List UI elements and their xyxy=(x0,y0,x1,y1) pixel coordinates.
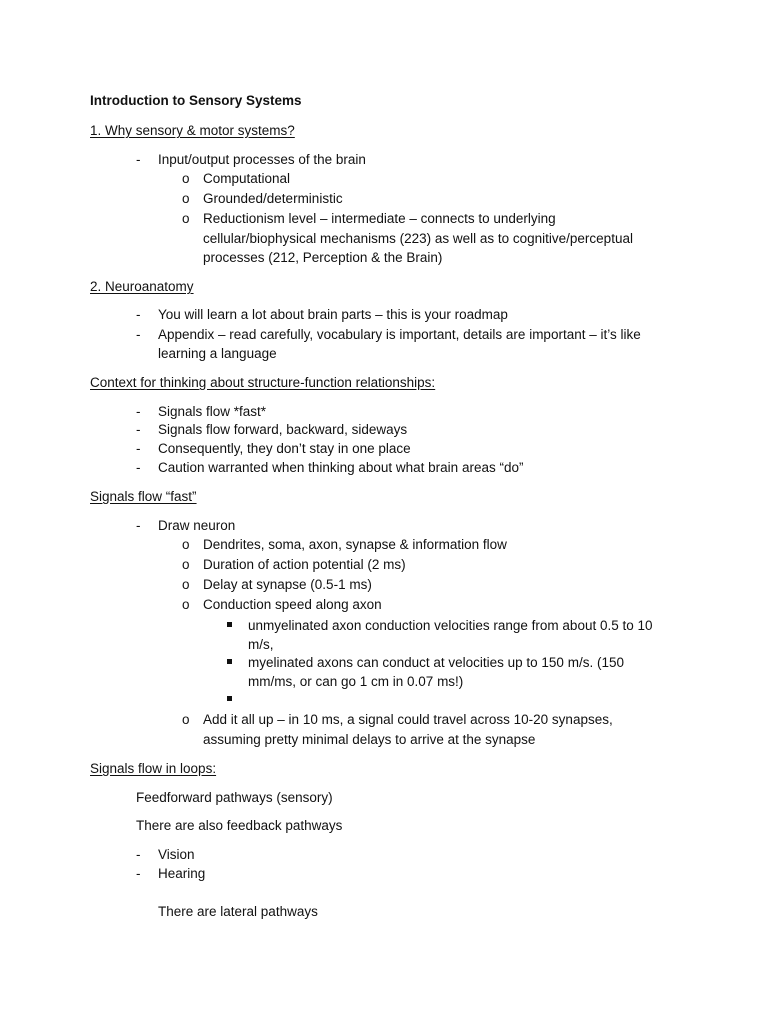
square-bullet-unmyelinated-line-2: m/s, xyxy=(248,637,274,652)
bullet-vision: Vision xyxy=(158,847,195,862)
paragraph-lateral: There are lateral pathways xyxy=(158,904,318,919)
sub-bullet-dendrites: Dendrites, soma, axon, synapse & information flow xyxy=(203,537,507,552)
dash-marker: - xyxy=(136,307,141,322)
bullet-caution: Caution warranted when thinking about what brain areas “do” xyxy=(158,460,524,475)
circle-marker: o xyxy=(182,171,190,186)
bullet-appendix-line-2: learning a language xyxy=(158,346,277,361)
dash-marker: - xyxy=(136,847,141,862)
bullet-hearing: Hearing xyxy=(158,866,206,881)
bullet-appendix-line-1: Appendix – read carefully, vocabulary is important, details are important – it’s like xyxy=(158,327,641,342)
sub-bullet-reductionism-line-1: Reductionism level – intermediate – connects to underlying xyxy=(203,211,556,226)
square-bullet-myelinated-line-1: myelinated axons can conduct at velocities up to 150 m/s. (150 xyxy=(248,655,624,670)
bullet-brain-parts: You will learn a lot about brain parts – this is your roadmap xyxy=(158,307,508,322)
circle-marker: o xyxy=(182,191,190,206)
document-title: Introduction to Sensory Systems xyxy=(90,93,302,108)
sub-bullet-add-it-up-line-2: assuming pretty minimal delays to arrive at the synapse xyxy=(203,732,536,747)
dash-marker: - xyxy=(136,441,141,456)
square-bullet-unmyelinated-line-1: unmyelinated axon conduction velocities range from about 0.5 to 10 xyxy=(248,618,653,633)
bullet-consequently: Consequently, they don’t stay in one place xyxy=(158,441,411,456)
section-heading-neuroanatomy: 2. Neuroanatomy xyxy=(90,279,194,294)
dash-marker: - xyxy=(136,518,141,533)
bullet-input-output: Input/output processes of the brain xyxy=(158,152,366,167)
paragraph-feedforward: Feedforward pathways (sensory) xyxy=(136,790,333,805)
circle-marker: o xyxy=(182,577,190,592)
dash-marker: - xyxy=(136,404,141,419)
sub-bullet-add-it-up-line-1: Add it all up – in 10 ms, a signal could travel across 10-20 synapses, xyxy=(203,712,613,727)
section-heading-why-sensory: 1. Why sensory & motor systems? xyxy=(90,123,295,138)
sub-bullet-conduction: Conduction speed along axon xyxy=(203,597,382,612)
bullet-signals-fast: Signals flow *fast* xyxy=(158,404,267,419)
sub-bullet-reductionism-line-3: processes (212, Perception & the Brain) xyxy=(203,250,443,265)
section-heading-signals-fast: Signals flow “fast” xyxy=(90,489,197,504)
sub-bullet-computational: Computational xyxy=(203,171,291,186)
square-bullet-icon xyxy=(227,696,232,701)
circle-marker: o xyxy=(182,537,190,552)
dash-marker: - xyxy=(136,460,141,475)
square-bullet-myelinated-line-2: mm/ms, or can go 1 cm in 0.07 ms!) xyxy=(248,674,464,689)
dash-marker: - xyxy=(136,327,141,342)
section-heading-signals-loops: Signals flow in loops: xyxy=(90,761,217,776)
paragraph-feedback: There are also feedback pathways xyxy=(136,818,343,833)
bullet-draw-neuron: Draw neuron xyxy=(158,518,236,533)
dash-marker: - xyxy=(136,422,141,437)
circle-marker: o xyxy=(182,557,190,572)
square-bullet-icon xyxy=(227,622,232,627)
circle-marker: o xyxy=(182,211,190,226)
dash-marker: - xyxy=(136,152,141,167)
dash-marker: - xyxy=(136,866,141,881)
sub-bullet-grounded: Grounded/deterministic xyxy=(203,191,343,206)
circle-marker: o xyxy=(182,712,190,727)
sub-bullet-duration: Duration of action potential (2 ms) xyxy=(203,557,406,572)
bullet-signals-forward: Signals flow forward, backward, sideways xyxy=(158,422,408,437)
section-heading-context: Context for thinking about structure-function relationships: xyxy=(90,375,436,390)
circle-marker: o xyxy=(182,597,190,612)
sub-bullet-reductionism-line-2: cellular/biophysical mechanisms (223) as well as to cognitive/perceptual xyxy=(203,231,633,246)
sub-bullet-delay: Delay at synapse (0.5-1 ms) xyxy=(203,577,372,592)
square-bullet-icon xyxy=(227,659,232,664)
